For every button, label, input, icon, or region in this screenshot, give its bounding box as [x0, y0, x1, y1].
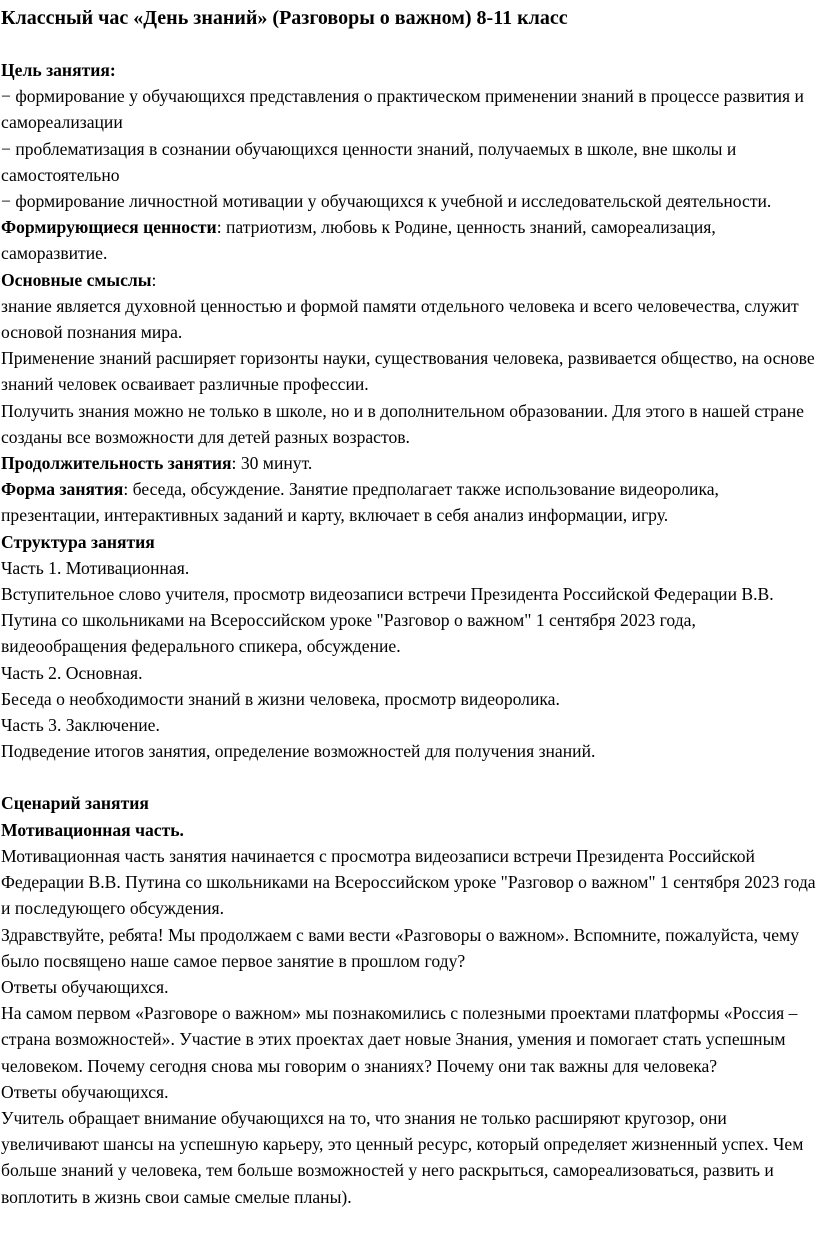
structure-line: Вступительное слово учителя, просмотр видеозаписи встречи Президента Российской Федерации В.В. Путина со школьниками на Всероссийском уроке "Разговор о важном" 1 сентября 2023 года, видеообращения федерального спикера, обсуждение.	[1, 584, 774, 657]
structure-line: Беседа о необходимости знаний в жизни человека, просмотр видеоролика.	[1, 688, 560, 709]
structure-line: Часть 1. Мотивационная.	[1, 557, 190, 578]
structure-heading	[1, 529, 816, 555]
values-text: : патриотизм, любовь к Родине, ценность знаний, самореализация, саморазвитие.	[1, 217, 716, 264]
duration-paragraph	[1, 450, 816, 476]
values-label: Формирующиеся ценности	[1, 217, 217, 238]
goal-item: − формирование у обучающихся представления о практическом применении знаний в процессе развития и самореализации	[1, 86, 804, 133]
structure-line: Часть 3. Заключение.	[1, 715, 160, 736]
document-title: Классный час «День знаний» (Разговоры о важном) 8-11 класс	[1, 7, 568, 29]
duration-label: Продолжительность занятия	[1, 453, 232, 474]
goal-heading-label: Цель занятия:	[1, 60, 116, 80]
scenario-subheading-label: Мотивационная часть.	[1, 819, 184, 840]
meanings-heading	[1, 267, 816, 293]
scenario-paragraph: Здравствуйте, ребята! Мы продолжаем с вами вести «Разговоры о важном». Вспомните, пожалуйста, чему было посвящено наше самое первое занятие в прошлом году?	[1, 924, 800, 971]
structure-heading-label: Структура занятия	[1, 531, 155, 552]
structure-line: Часть 2. Основная.	[1, 662, 143, 683]
scenario-subheading	[1, 817, 816, 843]
scenario-paragraph: На самом первом «Разговоре о важном» мы познакомились с полезными проектами платформы «Россия – страна возможностей». Участие в этих проектах дает новые Знания, умения и помогает стать успешным человеком. Почему сегодня снова мы говорим о знаниях? Почему они так важны для человека?	[1, 1003, 798, 1076]
meanings-paragraph: Получить знания можно не только в школе, но и в дополнительном образовании. Для этого в нашей стране созданы все возможности для детей разных возрастов.	[1, 400, 804, 447]
form-label: Форма занятия	[1, 479, 124, 500]
duration-text: : 30 минут.	[231, 453, 313, 474]
scenario-paragraph: Учитель обращает внимание обучающихся на то, что знания не только расширяют кругозор, они увеличивают шансы на успешную карьеру, это ценный ресурс, который определяет жизненный успех. Чем больше знаний у человека, тем больше возможностей у него раскрыться, самореализоваться, развить и воплотить в жизнь свои самые смелые планы).	[1, 1107, 804, 1207]
meanings-paragraph: знание является духовной ценностью и формой памяти отдельного человека и всего человечества, служит основой познания мира.	[1, 295, 799, 343]
goal-item: − формирование личностной мотивации у обучающихся к учебной и исследовательской деятельности.	[1, 191, 772, 212]
paragraph-spacer	[1, 764, 816, 790]
scenario-heading-label: Сценарий занятия	[1, 793, 149, 814]
meanings-label: Основные смыслы	[1, 269, 152, 290]
meanings-paragraph: Применение знаний расширяет горизонты науки, существования человека, развивается общество, на основе знаний человек осваивает различные профессии.	[1, 348, 815, 395]
scenario-paragraph: Ответы обучающихся.	[1, 1081, 169, 1102]
structure-line: Подведение итогов занятия, определение возможностей для получения знаний.	[1, 741, 596, 762]
scenario-paragraph: Ответы обучающихся.	[1, 976, 169, 997]
goal-item: − проблематизация в сознании обучающихся ценности знаний, получаемых в школе, вне школы и самостоятельно	[1, 138, 737, 185]
scenario-heading	[1, 790, 816, 816]
form-paragraph	[1, 476, 816, 528]
scenario-paragraph: Мотивационная часть занятия начинается с просмотра видеозаписи встречи Президента Российской Федерации В.В. Путина со школьниками на Всероссийском уроке "Разговор о важном" 1 сентября 2023 года и последующего обсуждения.	[1, 845, 816, 919]
form-text: : беседа, обсуждение. Занятие предполагает также использование видеоролика, презентации, интерактивных заданий и карту, включает в себя анализ информации, игру.	[1, 479, 719, 526]
values-paragraph	[1, 214, 816, 266]
goal-heading	[1, 57, 816, 83]
meanings-colon: :	[151, 269, 157, 290]
